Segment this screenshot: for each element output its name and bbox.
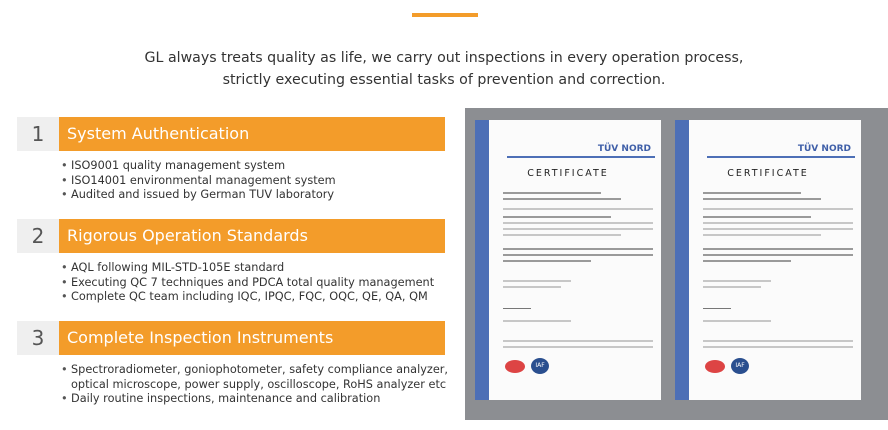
- section-1-bullets: [61, 159, 336, 203]
- section-header: [17, 321, 457, 355]
- certificate-image: [675, 120, 861, 400]
- list-item: optical microscope, power supply, oscilloscope, RoHS analyzer etc: [71, 377, 447, 391]
- top-accent-bar: [412, 13, 478, 17]
- list-item: • Audited and issued by German TUV laboratory: [61, 188, 335, 201]
- certification-seal-icon: [505, 360, 525, 373]
- iaf-logo-icon: IAF: [531, 358, 549, 374]
- list-item: • Complete QC team including IQC, IPQC, FQC, OQC, QE, QA, QM: [61, 290, 428, 303]
- section-title: System Authentication: [67, 124, 250, 143]
- certificate-title: CERTIFICATE: [527, 168, 609, 179]
- section-complete-inspection-instruments: [17, 321, 457, 355]
- bullet-dot-icon: •: [61, 159, 68, 172]
- list-item: • AQL following MIL-STD-105E standard: [61, 261, 285, 274]
- divider: [507, 156, 655, 158]
- bullet-dot-icon: •: [61, 261, 68, 274]
- divider: [707, 156, 855, 158]
- iaf-logo-icon: IAF: [731, 358, 749, 374]
- section-header: [17, 219, 457, 253]
- bullet-dot-icon: •: [61, 188, 68, 201]
- section-2-bullets: [61, 261, 434, 305]
- certificate-stripe: [675, 120, 689, 400]
- bullet-dot-icon: •: [61, 275, 68, 289]
- section-number: 3: [17, 321, 59, 355]
- section-system-authentication: [17, 117, 457, 151]
- intro-line-2: strictly executing essential tasks of prevention and correction.: [222, 72, 666, 88]
- certification-seal-icon: [705, 360, 725, 373]
- bullet-dot-icon: •: [61, 173, 68, 187]
- signature: [503, 302, 531, 309]
- section-3-bullets: [61, 363, 448, 407]
- section-title-bar: [59, 321, 445, 355]
- bullet-dot-icon: •: [61, 363, 68, 376]
- certificates-panel: [465, 108, 888, 420]
- section-title: Complete Inspection Instruments: [67, 328, 334, 347]
- section-title-bar: [59, 219, 445, 253]
- intro-line-1: GL always treats quality as life, we carry out inspections in every operation process,: [144, 50, 744, 66]
- section-header: [17, 117, 457, 151]
- section-title-bar: [59, 117, 445, 151]
- list-item: • ISO9001 quality management system: [61, 159, 286, 172]
- tuv-nord-logo: TÜV NORD: [597, 144, 651, 154]
- list-item: • Daily routine inspections, maintenance and calibration: [61, 392, 381, 405]
- section-number: 2: [17, 219, 59, 253]
- section-number: 1: [17, 117, 59, 151]
- list-item: • ISO14001 environmental management system: [61, 173, 336, 187]
- bullet-dot-icon: •: [61, 392, 68, 405]
- list-item: • Spectroradiometer, goniophotometer, safety compliance analyzer,: [61, 363, 449, 376]
- certificate-title: CERTIFICATE: [727, 168, 809, 179]
- certificate-stripe: [475, 120, 489, 400]
- list-item: • Executing QC 7 techniques and PDCA total quality management: [61, 275, 435, 289]
- certificate-image: [475, 120, 661, 400]
- section-title: Rigorous Operation Standards: [67, 226, 308, 245]
- tuv-nord-logo: TÜV NORD: [797, 144, 851, 154]
- bullet-dot-icon: •: [61, 290, 68, 303]
- section-rigorous-operation-standards: [17, 219, 457, 253]
- signature: [703, 302, 731, 309]
